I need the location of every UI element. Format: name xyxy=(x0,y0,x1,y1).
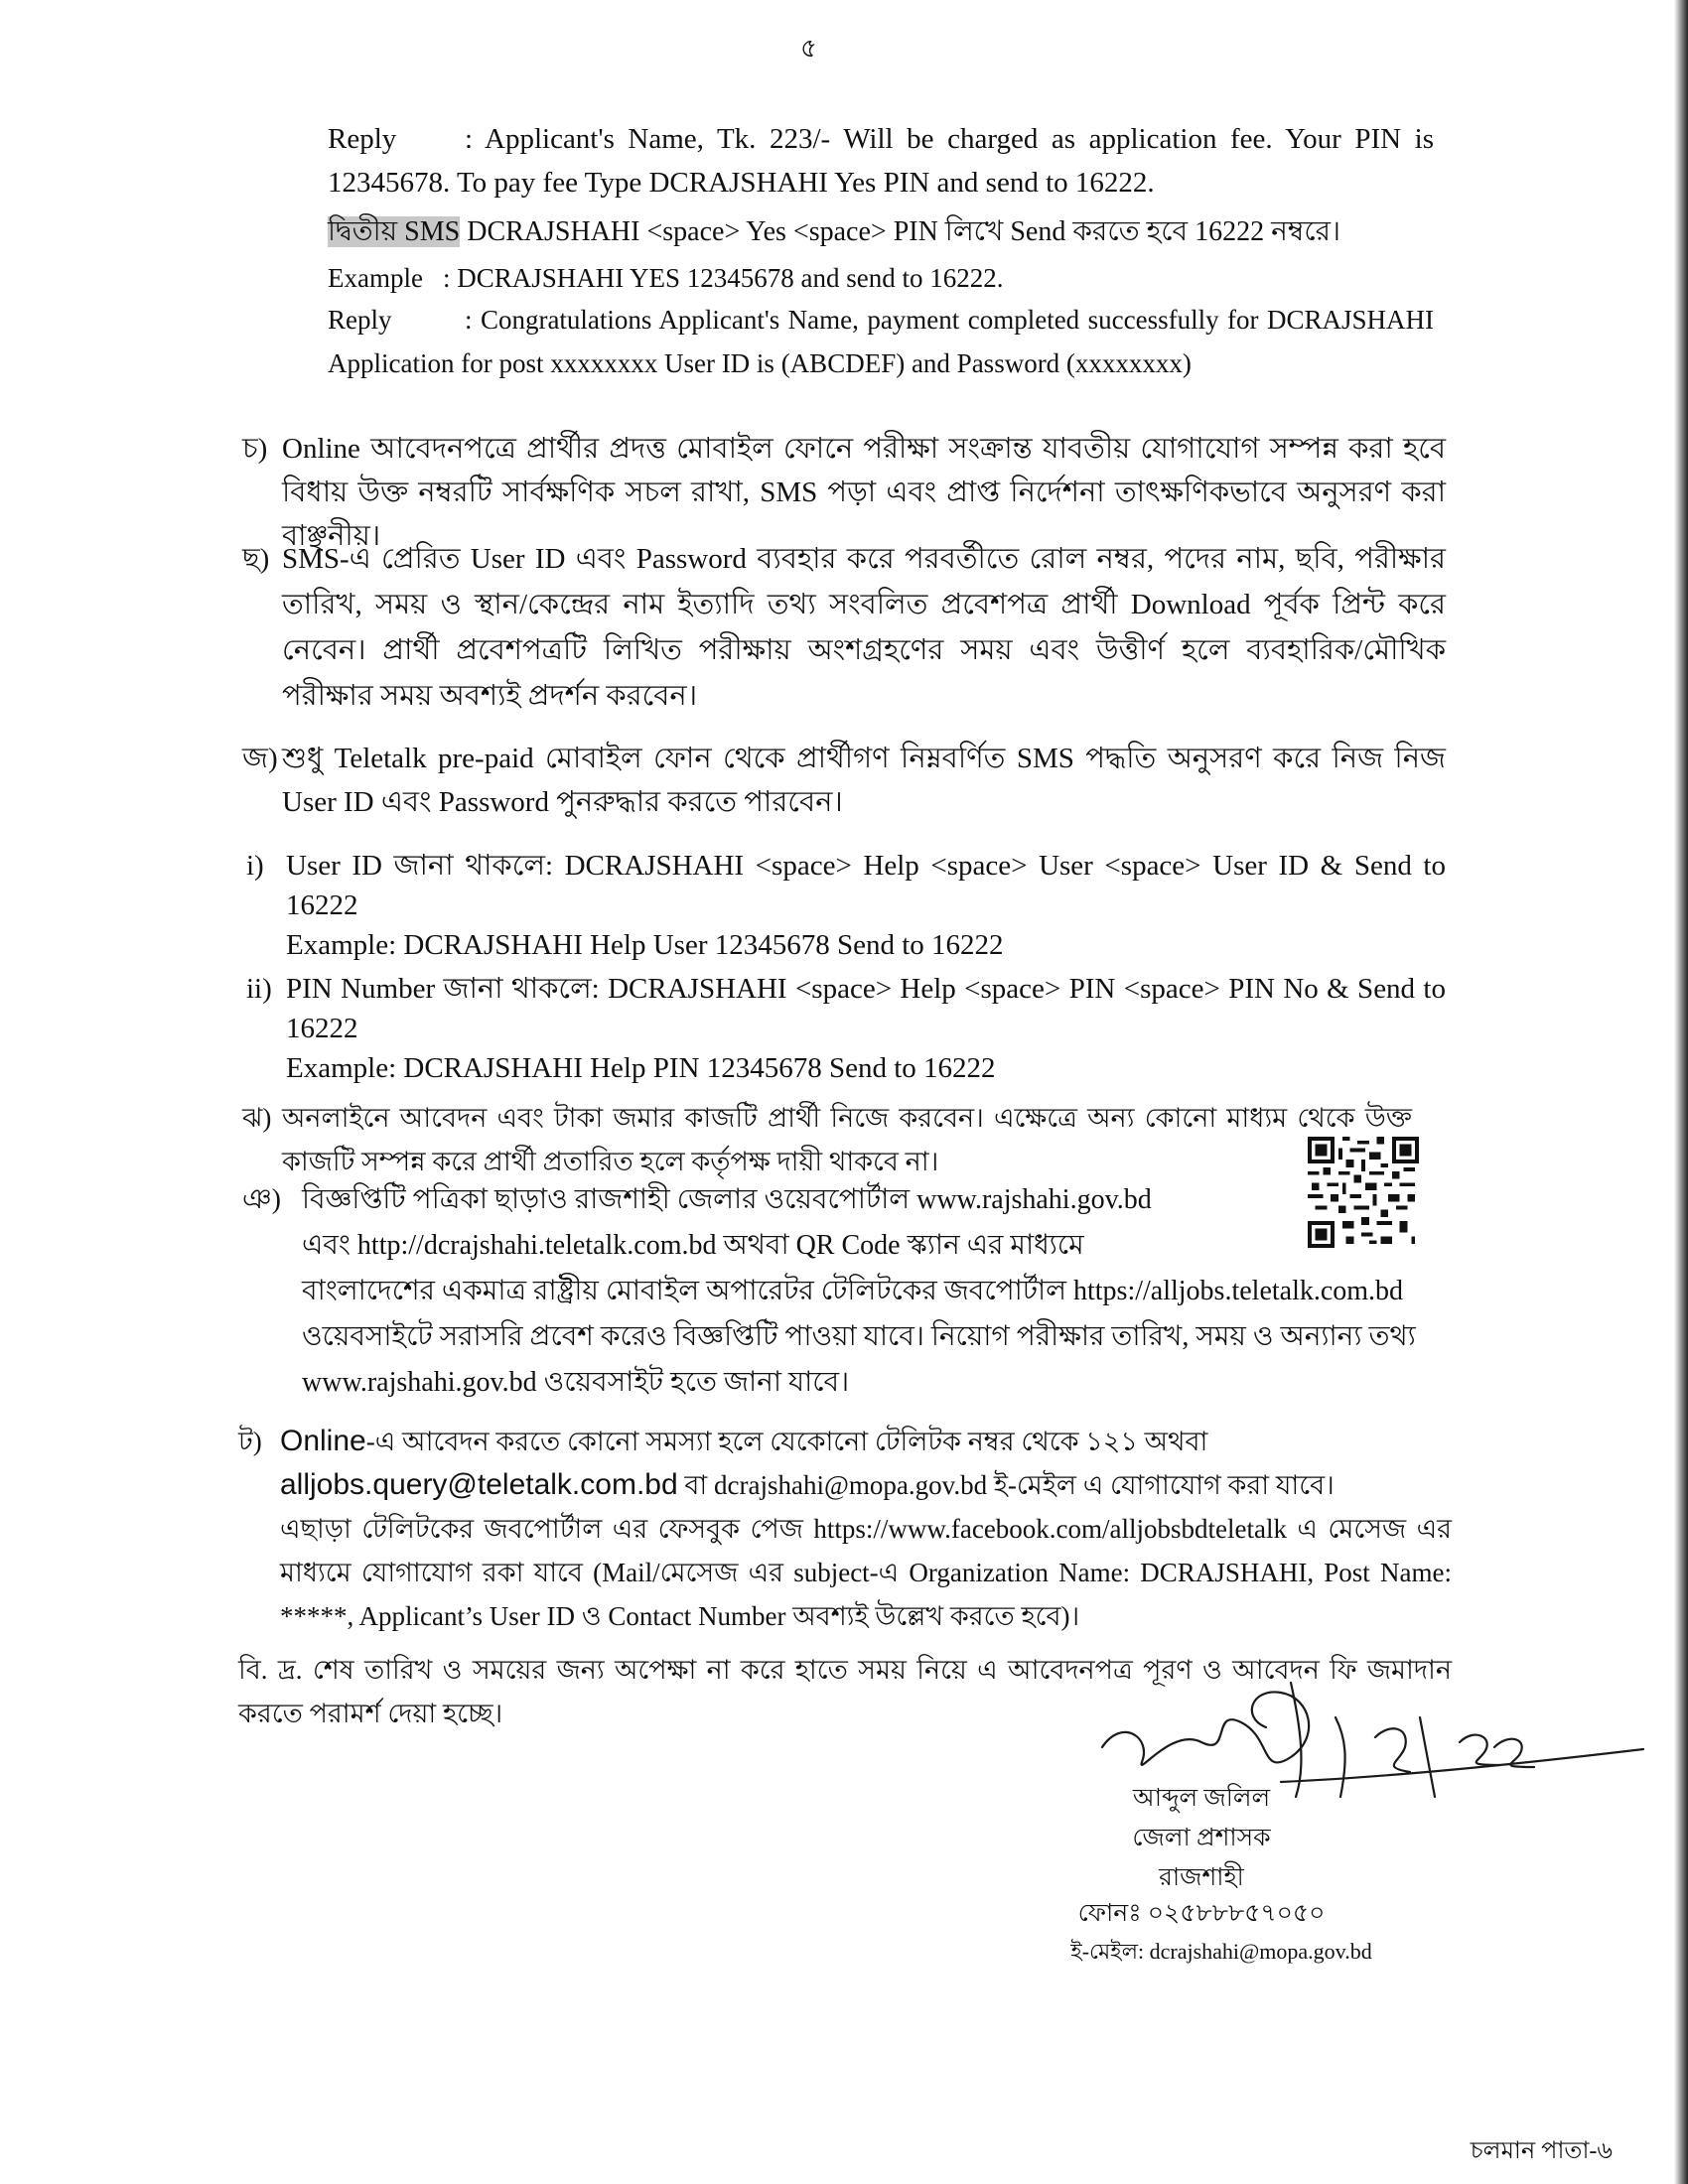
item-cha-marker: চ) xyxy=(242,433,268,465)
page-number: ৫ xyxy=(800,34,817,63)
item-i-marker: i) xyxy=(246,850,264,882)
second-sms-label: দ্বিতীয় SMS xyxy=(328,216,461,247)
signer-district: রাজশাহী xyxy=(1159,1864,1244,1891)
item-ta-line-1-rest: -এ আবেদন করতে কোনো সমস্যা হলে যেকোনো টেলিটক নম্বর থেকে ১২১ অথবা xyxy=(365,1427,1208,1456)
item-i-example: Example: DCRAJSHAHI Help User 12345678 Send to 16222 xyxy=(286,929,1004,961)
item-nya xyxy=(242,1177,1464,1406)
item-ta-email: alljobs.query@teletalk.com.bd xyxy=(280,1468,678,1501)
item-chha-marker: ছ) xyxy=(242,543,270,575)
item-ii-text: PIN Number জানা থাকলে: DCRAJSHAHI <space> Help <space> PIN <space> PIN No & Send to 16222 xyxy=(286,973,1446,1044)
signer-name: আব্দুল জলিল xyxy=(1132,1785,1271,1812)
item-chha xyxy=(242,536,1446,719)
item-chha-text: SMS-এ প্রেরিত User ID এবং Password ব্যবহার করে পরবর্তীতে রোল নম্বর, পদের নাম, ছবি, পরীক্ষার তারিখ, সময় ও স্থান/কেন্দ্রের নাম ইত্যাদি তথ্য সংবলিত প্রবেশপত্র প্রার্থী Download পূর্বক প্রিন্ট করে নেবেন। প্রার্থী প্রবেশপত্রটি লিখিত পরীক্ষায় অংশগ্রহণের সময় এবং উত্তীর্ণ হলে ব্যবহারিক/মৌখিক পরীক্ষার সময় অবশ্যই প্রদর্শন করবেন। xyxy=(282,543,1446,712)
item-ja xyxy=(242,737,1446,824)
item-ta-marker: ট) xyxy=(238,1427,262,1456)
item-i xyxy=(246,846,1446,965)
item-ta-line-2 xyxy=(280,1463,1452,1507)
example-line xyxy=(328,256,1519,300)
item-ta-line-2-rest: বা dcrajshahi@mopa.gov.bd ই-মেইল এ যোগাযোগ করা যাবে। xyxy=(677,1470,1335,1500)
item-ii xyxy=(246,969,1446,1088)
item-ii-example: Example: DCRAJSHAHI Help PIN 12345678 Send to 16222 xyxy=(286,1052,996,1084)
second-sms-line xyxy=(328,210,1519,254)
item-ii-marker: ii) xyxy=(246,973,272,1005)
item-ta-line-1 xyxy=(280,1420,1452,1463)
item-nya-line-5: www.rajshahi.gov.bd ওয়েবসাইট হতে জানা যাবে। xyxy=(302,1367,850,1398)
item-nya-line-1: বিজ্ঞপ্তিটি পত্রিকা ছাড়াও রাজশাহী জেলার ওয়েবপোর্টাল www.rajshahi.gov.bd xyxy=(302,1184,1152,1215)
item-ta-line-3: এছাড়া টেলিটকের জবপোর্টাল এর ফেসবুক পেজ https://www.facebook.com/alljobsbdteletalk এ মেসেজ এর মাধ্যমে যোগাযোগ রকা যাবে (Mail/মেসেজ এর subject-এ Organization Name: DCRAJSHAHI, Post Name: *****, Applicant’s User ID ও Contact Number অবশ্যই উল্লেখ করতে হবে)। xyxy=(280,1514,1452,1631)
continue-page-label: চলমান পাতা-৬ xyxy=(1470,2138,1613,2164)
signer-email: ই-মেইল: dcrajshahi@mopa.gov.bd xyxy=(1070,1939,1372,1964)
signer-block xyxy=(1053,1779,1350,1898)
item-nya-line-4: ওয়েবসাইটে সরাসরি প্রবেশ করেও বিজ্ঞপ্তিটি পাওয়া যাবে। নিয়োগ পরীক্ষার তারিখ, সময় ও অন্যান্য তথ্য xyxy=(302,1321,1416,1352)
signer-phone: ফোনঃ ০২৫৮৮৮৫৭০৫০ xyxy=(1077,1900,1326,1927)
item-nya-line-2: এবং http://dcrajshahi.teletalk.com.bd অথবা QR Code স্ক্যান এর মাধ্যমে xyxy=(302,1230,1084,1261)
reply-2-text: : Congratulations Applicant's Name, payment completed successfully for DCRAJSHAHI Application for post xxxxxxxx User ID is (ABCDEF) and Password (xxxxxxxx) xyxy=(328,305,1434,378)
reply-1 xyxy=(328,117,1434,205)
example-label: Example xyxy=(328,263,423,293)
item-nya-marker: ঞ) xyxy=(242,1184,281,1215)
reply-1-label: Reply xyxy=(328,123,397,155)
item-ta xyxy=(238,1420,1452,1638)
note-marker: বি. দ্র. xyxy=(238,1655,303,1685)
reply-2 xyxy=(328,298,1434,385)
item-jha-text: অনলাইনে আবেদন এবং টাকা জমার কাজটি প্রার্থী নিজে করবেন। এক্ষেত্রে অন্য কোনো মাধ্যম থেকে উক্ত কাজটি সম্পন্ন করে প্রার্থী প্রতারিত হলে কর্তৃপক্ষ দায়ী থাকবে না। xyxy=(282,1103,1412,1176)
example-text: : DCRAJSHAHI YES 12345678 and send to 16222. xyxy=(443,263,1004,293)
note-text: শেষ তারিখ ও সময়ের জন্য অপেক্ষা না করে হাতে সময় নিয়ে এ আবেদনপত্র পূরণ ও আবেদন ফি জমাদান করতে পরামর্শ দেয়া হচ্ছে। xyxy=(238,1655,1452,1728)
item-ja-text: শুধু Teletalk pre-paid মোবাইল ফোন থেকে প্রার্থীগণ নিম্নবর্ণিত SMS পদ্ধতি অনুসরণ করে নিজ নিজ User ID এবং Password পুনরুদ্ধার করতে পারবেন। xyxy=(282,743,1446,818)
item-nya-line-3: বাংলাদেশের একমাত্র রাষ্ট্রীয় মোবাইল অপারেটর টেলিটকের জবপোর্টাল https://alljobs.teletalk.com.bd xyxy=(302,1276,1404,1306)
second-sms-text: DCRAJSHAHI <space> Yes <space> PIN লিখে Send করতে হবে 16222 নম্বরে। xyxy=(460,216,1340,247)
item-jha-marker: ঝ) xyxy=(242,1103,272,1133)
reply-1-text: : Applicant's Name, Tk. 223/- Will be charged as application fee. Your PIN is 12345678. To pay fee Type DCRAJSHAHI Yes PIN and send to 16222. xyxy=(328,123,1434,199)
item-jha xyxy=(242,1096,1412,1183)
page-edge-shadow xyxy=(1674,0,1688,2184)
item-i-text: User ID জানা থাকলে: DCRAJSHAHI <space> Help <space> User <space> User ID & Send to 16222 xyxy=(286,850,1446,921)
item-cha-text: Online আবেদনপত্রে প্রার্থীর প্রদত্ত মোবাইল ফোনে পরীক্ষা সংক্রান্ত যাবতীয় যোগাযোগ সম্পন্ন করা হবে বিধায় উক্ত নম্বরটি সার্বক্ষণিক সচল রাখা, SMS পড়া এবং প্রাপ্ত নির্দেশনা তাৎক্ষণিকভাবে অনুসরণ করা বাঞ্ছনীয়। xyxy=(282,433,1446,552)
item-ja-marker: জ) xyxy=(242,743,278,774)
reply-2-label: Reply xyxy=(328,305,392,335)
signer-designation: জেলা প্রশাসক xyxy=(1132,1825,1271,1851)
item-ta-online: Online xyxy=(280,1425,366,1457)
